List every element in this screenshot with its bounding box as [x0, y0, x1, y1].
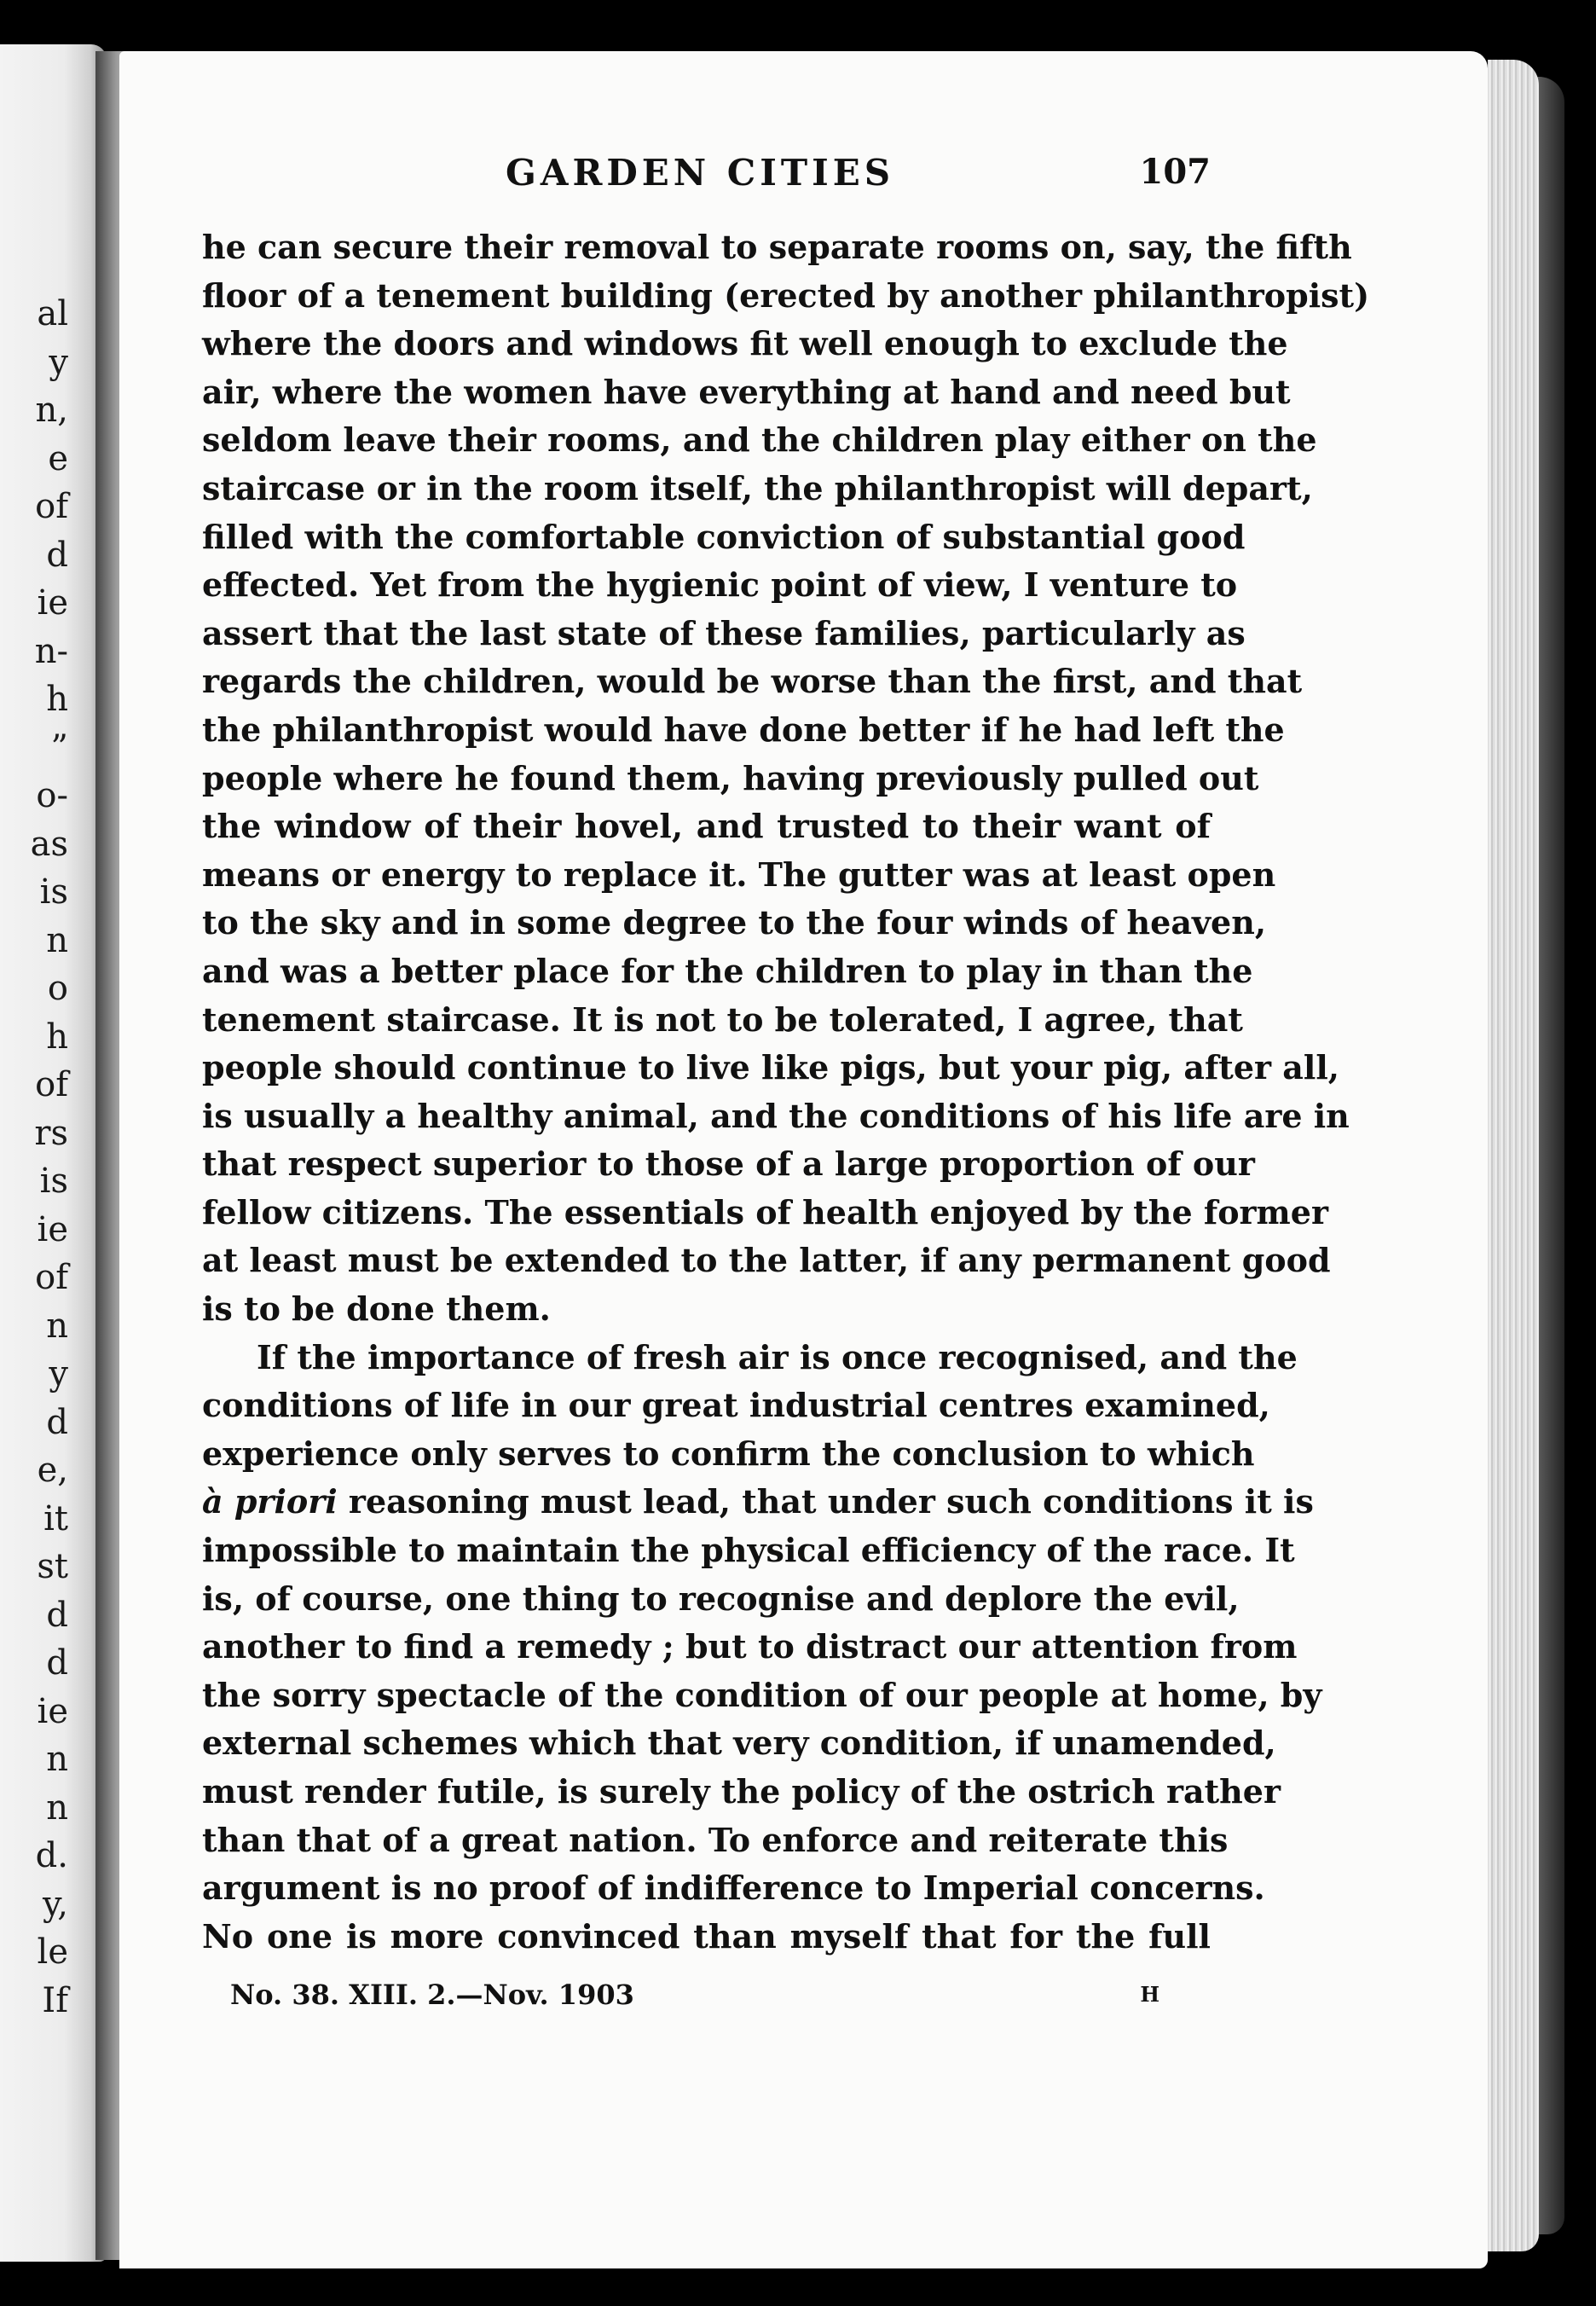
left-fragment: of: [35, 1258, 68, 1297]
left-fragment: y,: [43, 1884, 68, 1924]
text-line: experience only serves to confirm the conclusion to which: [202, 1434, 1255, 1473]
body-text: [202, 223, 1370, 1961]
text-line: to the sky and in some degree to the four winds of heaven,: [202, 903, 1267, 942]
text-line: another to find a remedy ; but to distract our attention from: [202, 1627, 1298, 1666]
text-line: is to be done them.: [202, 1289, 551, 1329]
text-line: [202, 1478, 1314, 1527]
text-line: people should continue to live like pigs, but your pig, after all,: [202, 1048, 1340, 1087]
text-line: seldom leave their rooms, and the children play either on the: [202, 420, 1317, 460]
text-line: that respect superior to those of a large proportion of our: [202, 1144, 1255, 1184]
page-footer: [230, 1979, 1159, 2021]
page-edge-stack: [1488, 60, 1539, 2251]
left-fragment: le: [37, 1932, 68, 1972]
left-fragment: o: [47, 969, 68, 1008]
left-fragment: o-: [36, 776, 68, 815]
text-line: tenement staircase. It is not to be tolerated, I agree, that: [202, 999, 1243, 1039]
text-line: effected. Yet from the hygienic point of view, I venture to: [202, 565, 1238, 605]
italic-phrase: à priori: [202, 1482, 338, 1521]
left-fragment: n: [46, 1787, 68, 1828]
text-line: is, of course, one thing to recognise and deplore the evil,: [202, 1579, 1240, 1618]
running-title: GARDEN CITIES: [506, 152, 895, 194]
text-line: people where he found them, having previously pulled out: [202, 758, 1259, 797]
left-fragment: n: [46, 920, 68, 960]
text-line: the philanthropist would have done better if he had left the: [202, 710, 1285, 749]
left-fragment: n: [46, 1306, 68, 1346]
text-line: the window of their hovel, and trusted to their want of: [202, 807, 1211, 846]
text-line: assert that the last state of these families, particularly as: [202, 613, 1246, 652]
left-fragment: d: [46, 1595, 68, 1635]
text-line: than that of a great nation. To enforce and reiterate this: [202, 1820, 1229, 1859]
text-line: filled with the comfortable conviction of substantial good: [202, 517, 1246, 556]
text-line-rest: reasoning must lead, that under such conditions it is: [337, 1482, 1314, 1521]
left-fragment: is: [39, 872, 68, 912]
left-fragment: h: [46, 680, 68, 719]
text-line: argument is no proof of indifference to Imperial concerns.: [202, 1869, 1265, 1908]
left-fragment: rs: [34, 1113, 68, 1153]
text-line: he can secure their removal to separate rooms on, say, the fifth: [202, 228, 1352, 266]
left-fragment: ”: [50, 727, 68, 768]
left-fragment: h: [46, 1017, 68, 1057]
text-line: and was a better place for the children to play in than the: [202, 951, 1253, 990]
left-page-text-fragments: [0, 290, 68, 2025]
left-fragment: ie: [37, 1691, 68, 1731]
left-fragment: y: [49, 342, 68, 382]
left-fragment: e,: [37, 1451, 68, 1490]
paragraph-1: [202, 223, 1370, 1334]
left-fragment: is: [39, 1162, 68, 1201]
signature-mark: H: [1140, 1982, 1159, 2007]
text-line: air, where the women have everything at hand and need but: [202, 372, 1291, 411]
text-line: must render futile, is surely the policy of the ostrich rather: [202, 1772, 1281, 1811]
left-fragment: n,: [35, 391, 68, 430]
text-line: is usually a healthy animal, and the conditions of his life are in: [202, 1096, 1350, 1135]
page-number: 107: [1139, 152, 1211, 192]
left-fragment: d.: [35, 1836, 68, 1875]
text-line: means or energy to replace it. The gutter was at least open: [202, 855, 1276, 894]
left-fragment: of: [35, 487, 68, 526]
text-line: external schemes which that very condition, if unamended,: [202, 1724, 1276, 1763]
text-line: where the doors and windows fit well enough to exclude the: [202, 324, 1288, 363]
text-line: fellow citizens. The essentials of health enjoyed by the former: [202, 1192, 1328, 1231]
left-fragment: it: [43, 1498, 68, 1538]
left-fragment: of: [35, 1065, 68, 1104]
left-facing-page: [0, 44, 107, 2262]
left-fragment: ie: [37, 1209, 68, 1249]
text-line: the sorry spectacle of the condition of our people at home, by: [202, 1675, 1322, 1714]
page-header: [202, 152, 1211, 203]
text-line: conditions of life in our great industrial centres examined,: [202, 1386, 1270, 1425]
text-line: staircase or in the room itself, the philanthropist will depart,: [202, 468, 1313, 507]
left-fragment: st: [37, 1547, 68, 1586]
left-fragment: al: [37, 294, 68, 333]
left-fragment: d: [46, 1643, 68, 1683]
left-fragment: n: [46, 1740, 68, 1779]
text-line: floor of a tenement building (erected by another philanthropist): [202, 275, 1370, 315]
left-fragment: as: [30, 824, 68, 864]
left-fragment: e: [48, 438, 68, 478]
text-line: No one is more convinced than myself that for the full: [202, 1916, 1211, 1955]
text-line: If the importance of fresh air is once recognised, and the: [257, 1337, 1298, 1376]
left-fragment: d: [46, 535, 68, 575]
paragraph-2-rest: [202, 1527, 1322, 1961]
paragraph-2: [202, 1334, 1322, 1961]
left-fragment: ie: [37, 583, 68, 623]
left-fragment: n-: [34, 631, 68, 671]
text-line: regards the children, would be worse than the first, and that: [202, 662, 1303, 701]
issue-line: No. 38. XIII. 2.—Nov. 1903: [230, 1979, 634, 2011]
left-fragment: d: [46, 1402, 68, 1442]
text-line: impossible to maintain the physical efficiency of the race. It: [202, 1531, 1295, 1570]
left-fragment: y: [49, 1354, 68, 1393]
text-line: at least must be extended to the latter, if any permanent good: [202, 1241, 1331, 1280]
left-fragment: If: [42, 1980, 68, 2020]
